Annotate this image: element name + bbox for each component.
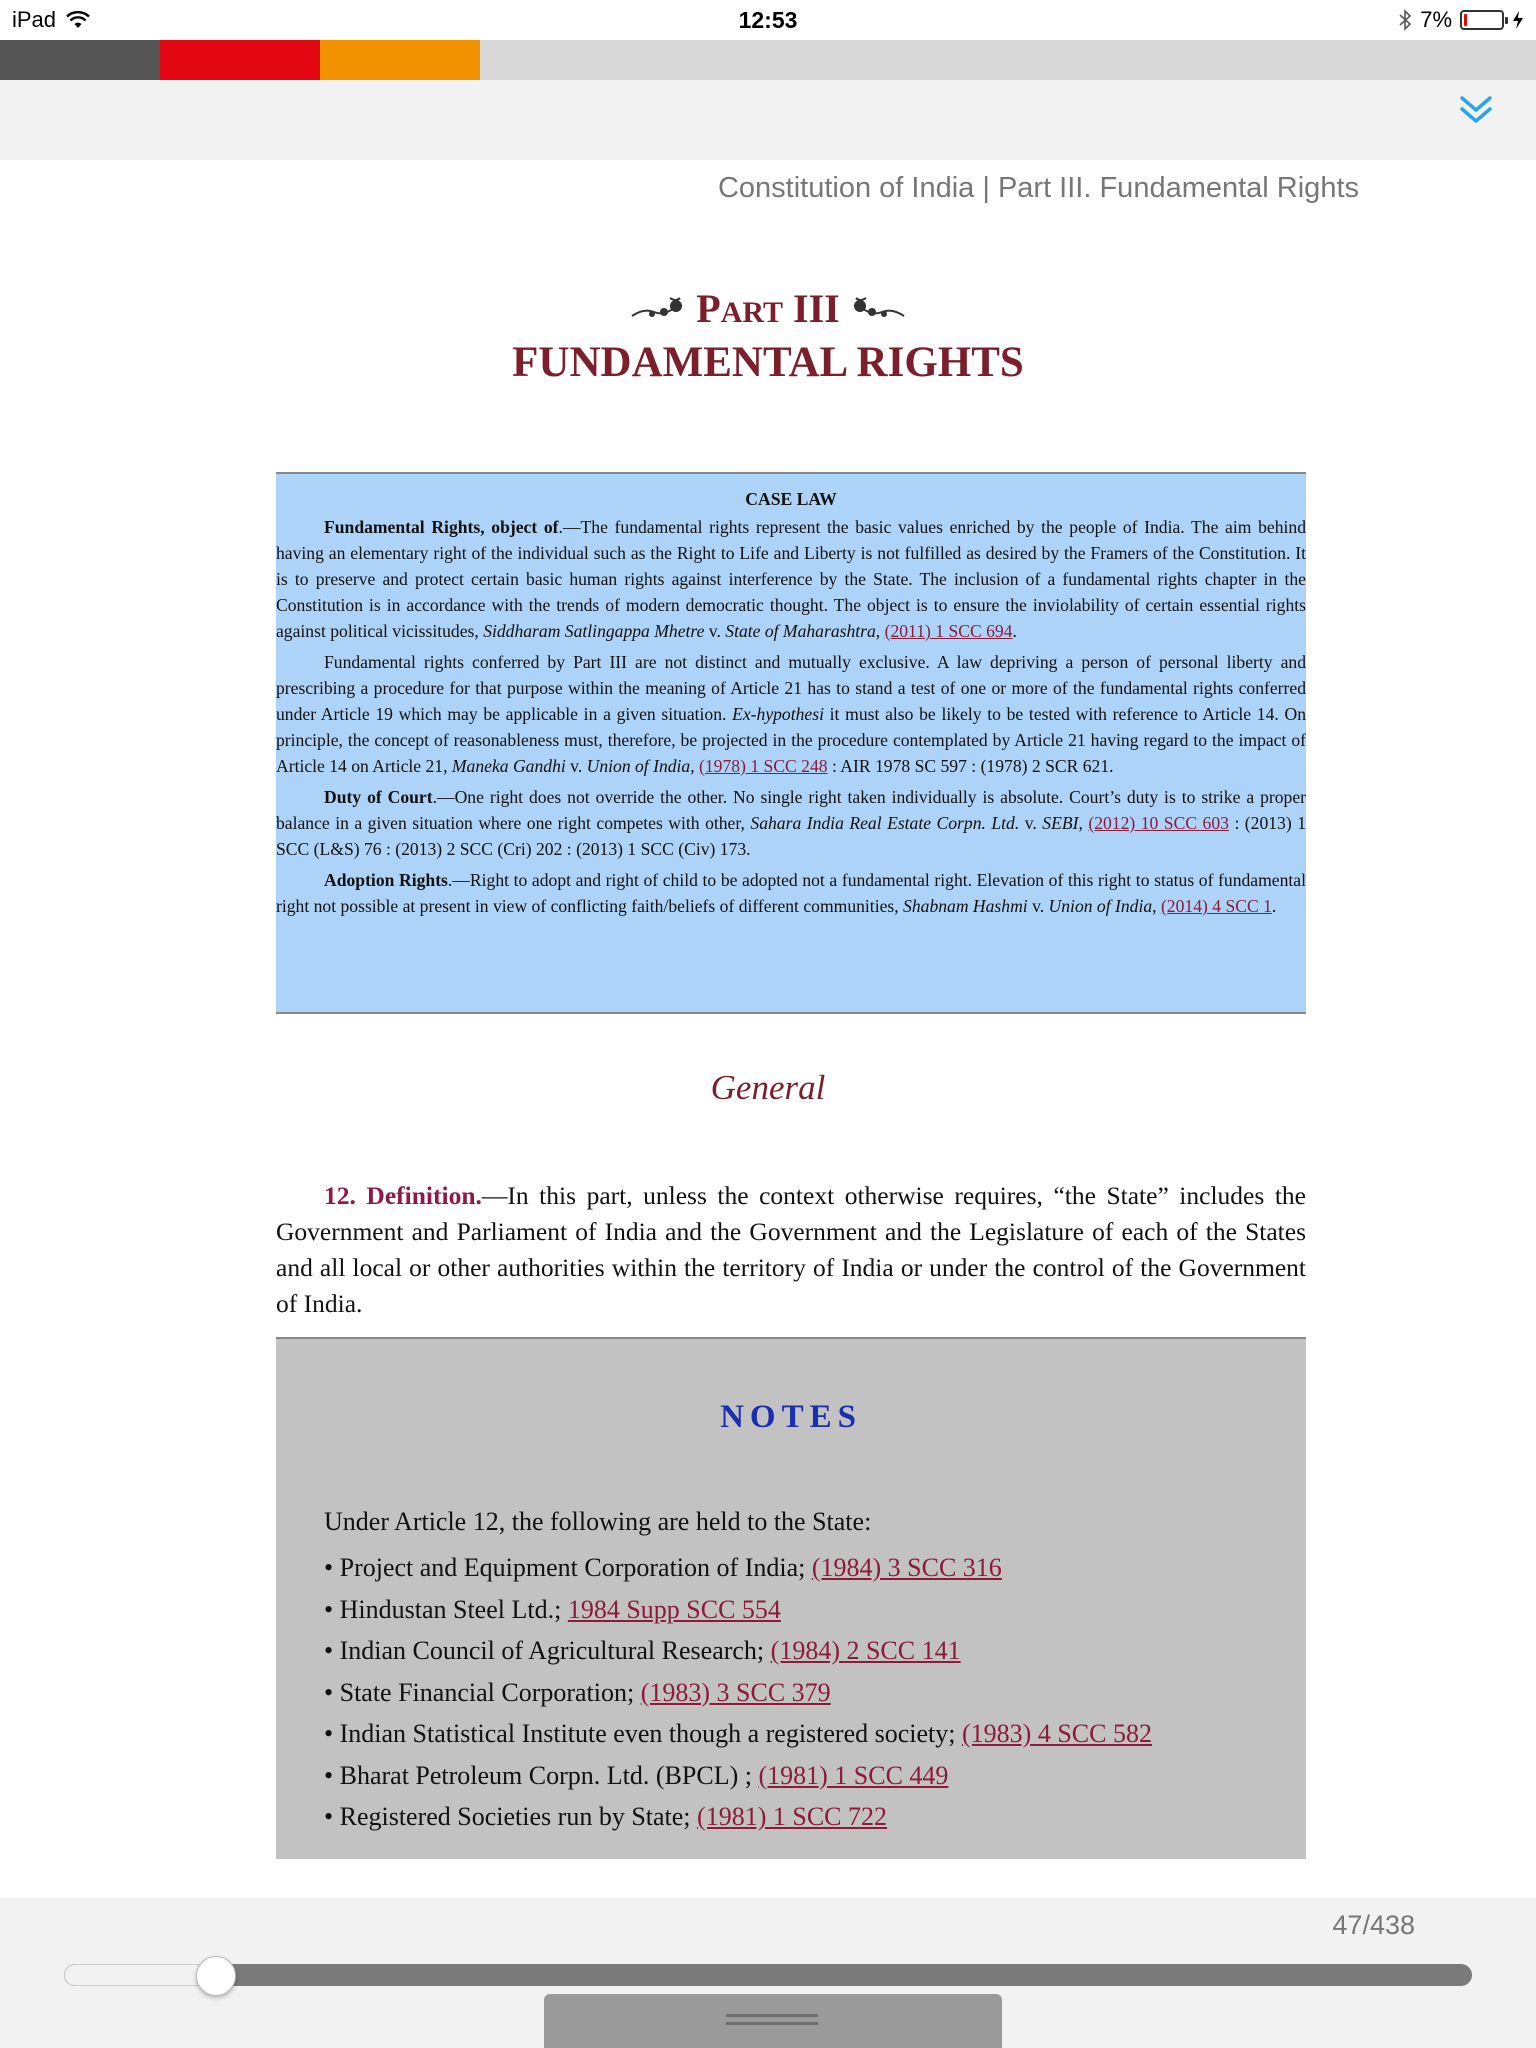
clock: 12:53 xyxy=(738,7,798,33)
list-item: • State Financial Corporation; (1983) 3 SCC 379 xyxy=(324,1672,1152,1714)
right-ornament-icon xyxy=(850,294,906,324)
reader-toolbar xyxy=(0,80,1536,160)
case-name: Union of India, xyxy=(586,756,700,776)
book-page xyxy=(0,160,1536,1898)
list-item: • Hindustan Steel Ltd.; 1984 Supp SCC 554 xyxy=(324,1589,1152,1631)
paragraph-lead: Fundamental Rights, object of xyxy=(324,517,559,537)
citation-link[interactable]: (1983) 4 SCC 582 xyxy=(962,1719,1152,1748)
case-name: SEBI xyxy=(1042,813,1079,833)
list-item: • Registered Societies run by State; (1981) 1 SCC 722 xyxy=(324,1796,1152,1838)
running-head: Constitution of India | Part III. Fundamental Rights xyxy=(717,172,1359,204)
page-slider-thumb[interactable] xyxy=(196,1956,236,1996)
list-item: • Indian Council of Agricultural Research; (1984) 2 SCC 141 xyxy=(324,1630,1152,1672)
citation-link[interactable]: (2011) 1 SCC 694 xyxy=(884,621,1013,641)
paragraph-lead: Adoption Rights xyxy=(324,870,448,890)
citation-link[interactable]: (1981) 1 SCC 449 xyxy=(758,1760,949,1790)
case-name: Siddharam Satlingappa Mhetre xyxy=(483,621,705,641)
notes-intro: Under Article 12, the following are held to the State: xyxy=(324,1507,872,1536)
battery-icon xyxy=(1460,10,1504,30)
citation-link[interactable]: (1981) 1 SCC 722 xyxy=(697,1802,888,1831)
citation-link[interactable]: (2012) 10 SCC 603 xyxy=(1088,813,1229,833)
paragraph-lead: Duty of Court xyxy=(324,787,433,807)
color-tab-dark[interactable] xyxy=(0,40,160,80)
chapter-color-tabs xyxy=(0,40,1536,80)
case-name: Maneka Gandhi xyxy=(451,756,566,776)
left-ornament-icon xyxy=(630,294,686,324)
article-text: —In this part, unless the context otherwise requires, “the State” includes the Government and Parliament of India and the Government and the Legislature of each of the States and all local or other authorities within the territory of India or under the control of the Government of India. xyxy=(276,1181,1306,1318)
double-chevron-down-icon[interactable] xyxy=(1456,90,1496,130)
page-indicator: 47/438 xyxy=(1332,1910,1415,1940)
citation-link[interactable]: (1984) 2 SCC 141 xyxy=(770,1636,961,1665)
part-label-first: P xyxy=(696,286,721,331)
article-definition xyxy=(276,1178,1306,1322)
list-item: • Bharat Petroleum Corpn. Ltd. (BPCL) ; (1981) 1 SCC 449 xyxy=(324,1755,1152,1797)
case-name: State of Maharashtra xyxy=(725,621,876,641)
case-law-paragraph: Duty of Court.—One right does not override the other. No single right taken individually is absolute. Court’s duty is to strike a proper balance in a given situation where one right competes with other, Sahara India Real Estate Corpn. Ltd. v. SEBI, (2012) 10 SCC 603 : (2013) 1 SCC (L&S) 76 : (2013) 2 SCC (Cri) 202 : (2013) 1 SCC (Civ) 173. xyxy=(276,787,1306,859)
reader-bottom-bar xyxy=(0,1898,1536,2048)
part-heading xyxy=(0,285,1536,387)
status-bar xyxy=(0,0,1536,40)
section-heading: General xyxy=(710,1068,826,1107)
citation-link[interactable]: 1984 Supp SCC 554 xyxy=(567,1594,781,1624)
list-item: • Indian Statistical Institute even though a registered society; (1983) 4 SCC 582 xyxy=(324,1713,1152,1755)
case-name: Shabnam Hashmi xyxy=(903,896,1028,916)
battery-percent: 7% xyxy=(1420,7,1452,32)
notes-list xyxy=(324,1547,1152,1838)
case-law-paragraph: Adoption Rights.—Right to adopt and right of child to be adopted not a fundamental right. Elevation of this right to status of fundamental right not possible at present in view of conflicting faith/beliefs of different communities, Shabnam Hashmi v. Union of India, (2014) 4 SCC 1. xyxy=(276,870,1306,916)
case-name: Union of India xyxy=(1048,896,1153,916)
case-law-heading: CASE LAW xyxy=(745,489,837,509)
notes-title: NOTES xyxy=(720,1399,862,1435)
article-number: 12. Definition. xyxy=(324,1181,482,1210)
device-name: iPad xyxy=(12,7,57,32)
part-title: FUNDAMENTAL RIGHTS xyxy=(512,339,1024,386)
color-tab-red[interactable] xyxy=(160,40,320,80)
grip-line xyxy=(726,2022,818,2025)
case-name: Sahara India Real Estate Corpn. Ltd. xyxy=(750,813,1020,833)
case-law-paragraph: Fundamental Rights, object of.—The fundamental rights represent the basic values enriched by the people of India. The aim behind having an elementary right of the individual such as the Right to Life and Liberty is not fulfilled as desired by the Framers of the Constitution. It is to preserve and protect certain basic human rights against interference by the State. The inclusion of a fundamental rights chapter in the Constitution is in accordance with the trends of modern democratic thought. The object is to ensure the inviolability of certain essential rights against political vicissitudes, Siddharam Satlingappa Mhetre v. State of Maharashtra, (2011) 1 SCC 694. xyxy=(276,517,1306,641)
drawer-handle[interactable] xyxy=(544,1994,1002,2048)
case-law-paragraph: Fundamental rights conferred by Part III are not distinct and mutually exclusive. A law depriving a person of personal liberty and prescribing a procedure for that purpose within the meaning of Article 21 has to stand a test of one or more of the fundamental rights conferred under Article 19 which may be applicable in a given situation. Ex-hypothesi it must also be likely to be tested with reference to Article 14. On principle, the concept of reasonableness must, therefore, be projected in the procedure contemplated by Article 21 having regard to the impact of Article 14 on Article 21, Maneka Gandhi v. Union of India, (1978) 1 SCC 248 : AIR 1978 SC 597 : (1978) 2 SCR 621. xyxy=(276,652,1306,776)
part-label-rest: ART xyxy=(720,296,784,329)
charging-icon xyxy=(1512,10,1524,30)
citation-link[interactable]: (1978) 1 SCC 248 xyxy=(699,756,828,776)
citation-link[interactable]: (2014) 4 SCC 1 xyxy=(1160,896,1272,916)
part-numeral: III xyxy=(793,286,840,331)
grip-line xyxy=(726,2014,818,2017)
battery-level xyxy=(1464,14,1467,26)
citation-link[interactable]: (1984) 3 SCC 316 xyxy=(811,1553,1002,1582)
page-slider[interactable] xyxy=(64,1964,1472,1986)
bluetooth-icon xyxy=(1398,9,1412,31)
citation-link[interactable]: (1983) 3 SCC 379 xyxy=(640,1677,831,1707)
notes-box xyxy=(276,1337,1306,1859)
case-law-box xyxy=(276,472,1306,1014)
list-item: • Project and Equipment Corporation of India; (1984) 3 SCC 316 xyxy=(324,1547,1152,1589)
color-tab-orange[interactable] xyxy=(320,40,480,80)
